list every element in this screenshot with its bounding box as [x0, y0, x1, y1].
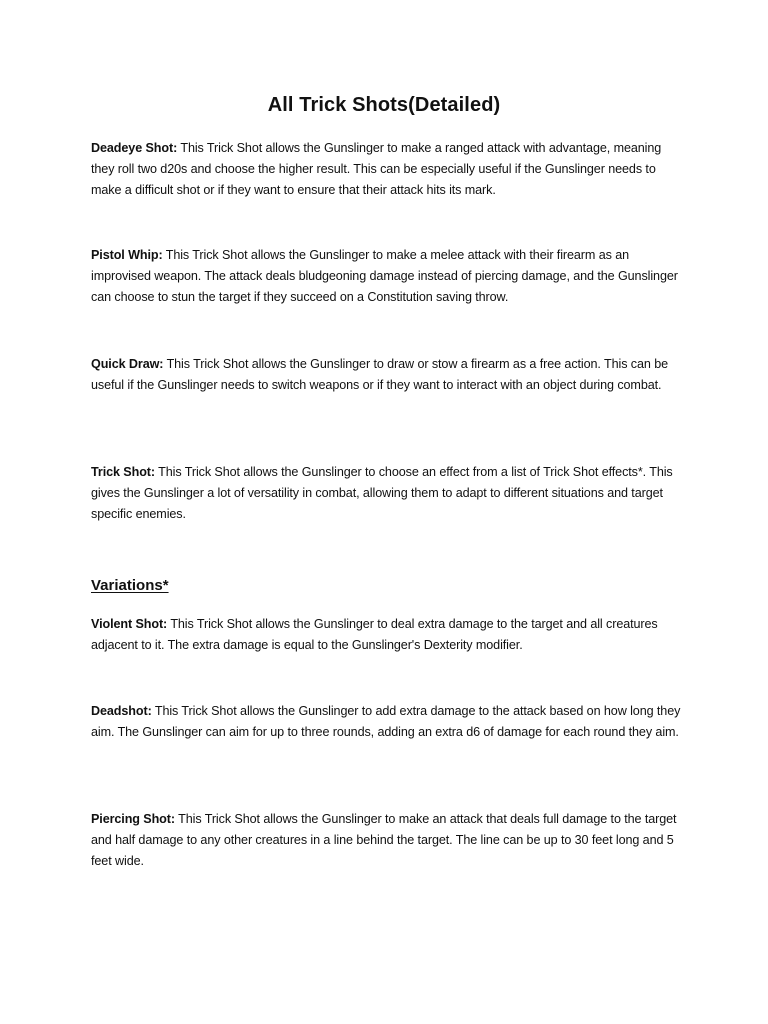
- variation-description: This Trick Shot allows the Gunslinger to add extra damage to the attack based on how long they aim. The Gunslinger can aim for up to three rounds, adding an extra d6 of damage for each round they aim.: [91, 704, 681, 739]
- trick-shot-description: This Trick Shot allows the Gunslinger to draw or stow a firearm as a free action. This can be useful if the Gunslinger needs to switch weapons or if they want to interact with an object during combat.: [91, 357, 668, 392]
- trick-shot-description: This Trick Shot allows the Gunslinger to choose an effect from a list of Trick Shot effects*. This gives the Gunslinger a lot of versatility in combat, allowing them to adapt to different situations and target specific enemies.: [91, 465, 673, 521]
- variations-heading: Variations*: [91, 577, 169, 594]
- variation-entry-piercing-shot: [91, 809, 685, 872]
- trick-shot-entry-pistol-whip: [91, 245, 685, 308]
- variation-name: Piercing Shot:: [91, 812, 175, 826]
- trick-shot-entry-quick-draw: [91, 354, 685, 396]
- trick-shot-name: Deadeye Shot:: [91, 141, 178, 155]
- variation-entry-deadshot: [91, 701, 685, 743]
- trick-shot-entry-trick-shot: [91, 462, 685, 525]
- trick-shot-name: Quick Draw:: [91, 357, 164, 371]
- variation-name: Deadshot:: [91, 704, 152, 718]
- variation-description: This Trick Shot allows the Gunslinger to make an attack that deals full damage to the target and half damage to any other creatures in a line behind the target. The line can be up to 30 feet long and 5 feet wide.: [91, 812, 677, 868]
- trick-shot-name: Trick Shot:: [91, 465, 155, 479]
- trick-shot-name: Pistol Whip:: [91, 248, 163, 262]
- document-title: All Trick Shots(Detailed): [267, 94, 501, 116]
- variation-description: This Trick Shot allows the Gunslinger to deal extra damage to the target and all creatures adjacent to it. The extra damage is equal to the Gunslinger's Dexterity modifier.: [91, 617, 658, 652]
- trick-shot-entry-deadeye-shot: [91, 138, 685, 201]
- variation-name: Violent Shot:: [91, 617, 168, 631]
- trick-shot-description: This Trick Shot allows the Gunslinger to make a ranged attack with advantage, meaning they roll two d20s and choose the higher result. This can be especially useful if the Gunslinger needs to make a difficult shot or if they want to ensure that their attack hits its mark.: [91, 141, 662, 197]
- variation-entry-violent-shot: [91, 614, 685, 656]
- trick-shot-description: This Trick Shot allows the Gunslinger to make a melee attack with their firearm as an improvised weapon. The attack deals bludgeoning damage instead of piercing damage, and the Gunslinger can choose to stun the target if they succeed on a Constitution saving throw.: [91, 248, 678, 304]
